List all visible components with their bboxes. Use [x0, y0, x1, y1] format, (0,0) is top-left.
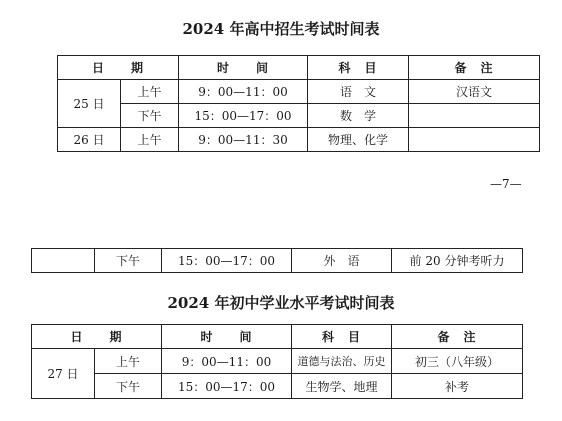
note-cell [409, 104, 540, 128]
time-cell: 15：00—17：00 [179, 104, 308, 128]
note-cell: 初三（八年级） [392, 349, 523, 374]
table-row [32, 374, 523, 399]
date-cell: 26 日 [58, 128, 121, 152]
subject-cell: 生物学、地理 [292, 374, 392, 399]
subject-cell: 道德与法治、历史 [292, 349, 392, 374]
subject-cell: 外 语 [292, 249, 392, 273]
subject-cell: 物理、化学 [308, 128, 409, 152]
date-cell [32, 249, 95, 273]
period-cell: 下午 [121, 104, 179, 128]
subject-cell: 数 学 [308, 104, 409, 128]
page-number: —7— [490, 177, 522, 191]
header-subject: 科 目 [292, 325, 392, 349]
note-cell: 汉语文 [409, 80, 540, 104]
header-date: 日 期 [58, 56, 179, 80]
time-cell: 15：00—17：00 [162, 249, 292, 273]
table-row [32, 249, 523, 273]
exam-schedule-title-high-school: 2024 年高中招生考试时间表 [182, 20, 380, 38]
table-row [58, 128, 540, 152]
table-row [32, 349, 523, 374]
date-cell: 27 日 [32, 349, 95, 399]
period-cell: 下午 [95, 374, 162, 399]
table-row [58, 80, 540, 104]
time-cell: 15：00—17：00 [162, 374, 292, 399]
header-subject: 科 目 [308, 56, 409, 80]
period-cell: 上午 [95, 349, 162, 374]
note-cell: 前 20 分钟考听力 [392, 249, 523, 273]
middle-school-exam-table [31, 324, 523, 399]
header-note: 备 注 [409, 56, 540, 80]
header-note: 备 注 [392, 325, 523, 349]
subject-cell: 语 文 [308, 80, 409, 104]
header-time: 时 间 [179, 56, 308, 80]
header-date: 日 期 [32, 325, 162, 349]
time-cell: 9：00—11：00 [179, 80, 308, 104]
period-cell: 上午 [121, 128, 179, 152]
high-school-exam-table [57, 55, 540, 152]
table-header-row [32, 325, 523, 349]
period-cell: 上午 [121, 80, 179, 104]
time-cell: 9：00—11：00 [162, 349, 292, 374]
date-cell: 25 日 [58, 80, 121, 128]
note-cell: 补考 [392, 374, 523, 399]
period-cell: 下午 [95, 249, 162, 273]
carry-over-row-table [31, 248, 523, 273]
header-time: 时 间 [162, 325, 292, 349]
exam-schedule-title-middle-school: 2024 年初中学业水平考试时间表 [167, 294, 395, 312]
table-row [58, 104, 540, 128]
time-cell: 9：00—11：30 [179, 128, 308, 152]
note-cell [409, 128, 540, 152]
table-header-row [58, 56, 540, 80]
